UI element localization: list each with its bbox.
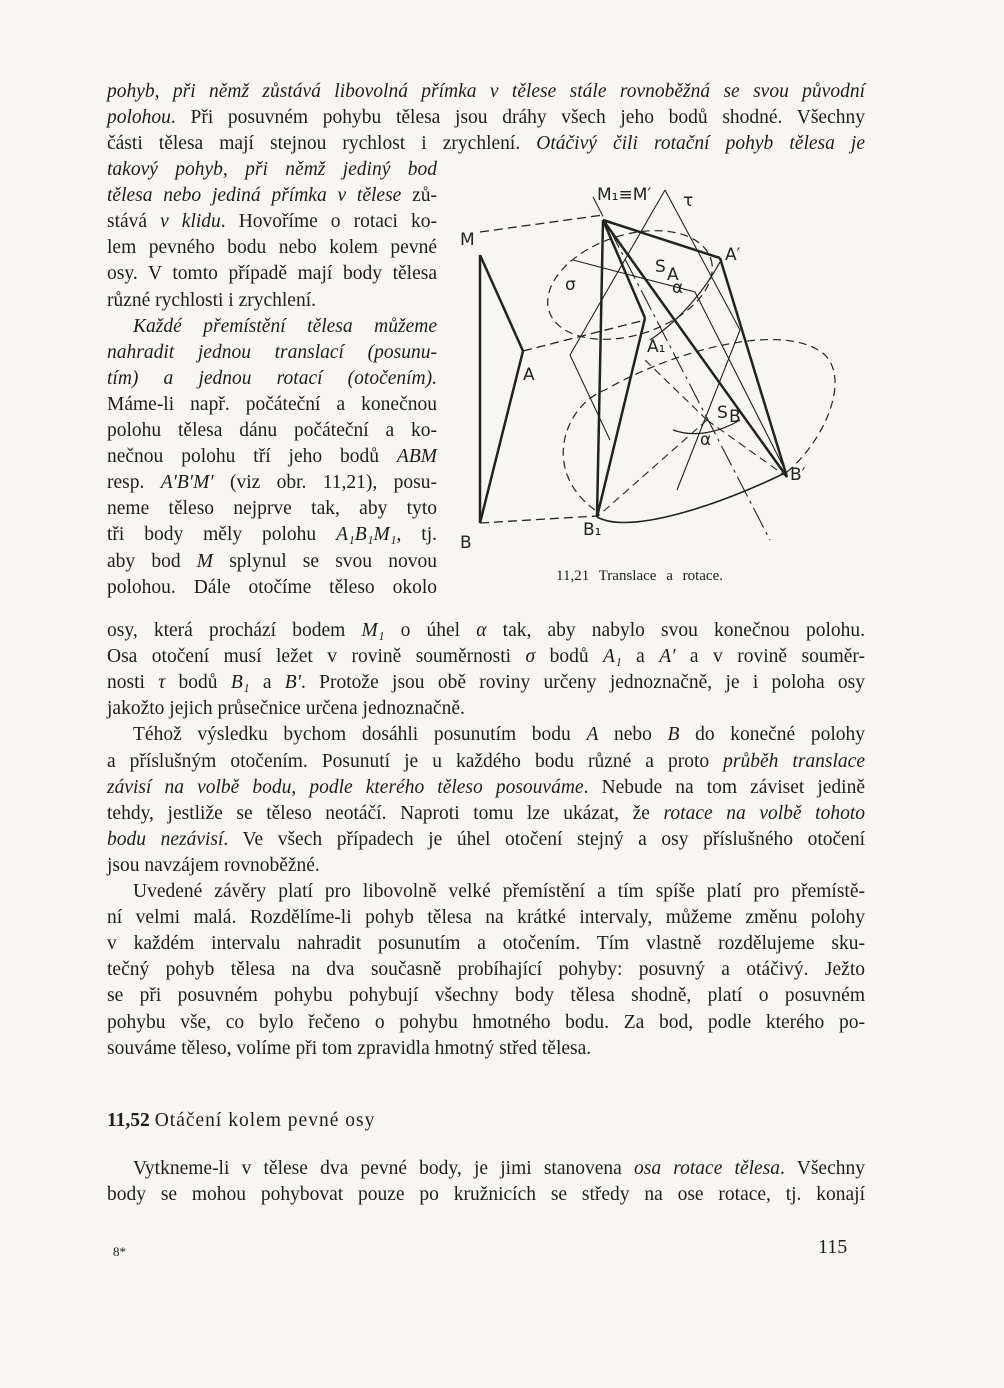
text-line — [107, 827, 865, 852]
text-span: a v rovině souměr- — [675, 646, 866, 668]
label-Aprime: A′ — [725, 245, 741, 265]
text-span: osy, která prochází bodem — [107, 620, 362, 641]
label-SA-sub: A — [667, 265, 679, 285]
edge-Aprime-Bprime — [720, 258, 787, 477]
text-span: Téhož výsledku bychom dosáhli posunutím bodu — [133, 724, 587, 746]
italic-span: α — [476, 620, 487, 641]
text-span: Vytkneme-li v tělese dva pevné body, je jimi stanovena — [133, 1158, 634, 1179]
text-line — [107, 983, 865, 1008]
text-line — [107, 209, 437, 234]
text-line — [107, 79, 865, 104]
arc-B — [597, 472, 787, 522]
text-span: a příslušným otočením. Posunutí je u každého bodu různé a proto — [107, 750, 724, 772]
page-number: 115 — [818, 1236, 848, 1258]
figure-caption: 11,21 Translace a rotace. — [556, 568, 723, 584]
text-span: pohybu vše, co bylo řečeno o pohybu hmotného bodu. Za bod, podle kterého po- — [107, 1011, 865, 1033]
text-line — [107, 801, 865, 826]
italic-span: Každé přemístění tělesa můžeme — [133, 315, 437, 337]
text-span: nebo — [598, 724, 668, 746]
section-number: 11,52 — [107, 1110, 150, 1131]
italic-span: průběh translace — [723, 750, 865, 772]
italic-span: ABM — [396, 446, 437, 468]
text-line — [107, 522, 437, 547]
text-span: souváme těleso, volíme při tom zpravidla hmotný střed tělesa. — [107, 1037, 592, 1059]
text-line — [107, 261, 437, 286]
edge-A-B — [480, 351, 523, 523]
label-M: M — [460, 230, 475, 250]
text-line — [107, 931, 865, 956]
text-line — [107, 1182, 865, 1207]
text-line — [107, 575, 437, 600]
label-B: B — [460, 533, 472, 553]
text-line — [107, 444, 437, 469]
italic-span: bodu nezávisí — [107, 828, 224, 850]
text-line — [107, 392, 437, 417]
italic-span: τ — [158, 672, 166, 694]
text-span: nečnou polohu tří jeho bodů — [107, 446, 397, 468]
text-span: aby bod — [107, 550, 197, 572]
label-tau: τ — [683, 191, 694, 211]
text-span: , tj. — [396, 524, 437, 546]
axis-line — [593, 197, 770, 540]
text-line — [107, 470, 437, 495]
italic-span: tím) a jednou rotací (otočením). — [107, 367, 437, 389]
italic-span: M₁ — [361, 620, 385, 641]
text-span: bodů — [535, 646, 604, 668]
text-line — [107, 853, 865, 878]
edge-M1-B1 — [597, 220, 603, 517]
label-Bprime: B′ — [790, 465, 806, 485]
italic-span: A — [586, 724, 599, 746]
text-line — [107, 696, 865, 721]
section-title: Otáčení kolem pevné osy — [154, 1110, 376, 1131]
italic-span: M — [196, 550, 214, 572]
text-line — [107, 905, 865, 930]
plane-tau — [570, 190, 665, 440]
text-span: Máme-li např. počáteční a konečnou — [107, 393, 437, 415]
italic-span: A′ — [659, 646, 676, 668]
italic-span: v klidu — [160, 211, 221, 233]
edge-M-A — [480, 255, 523, 351]
text-span: tak, aby nabylo svou konečnou polohu. — [486, 620, 865, 641]
italic-span: závisí na volbě bodu, podle kterého těleso posouváme — [107, 776, 584, 798]
text-span: a — [249, 672, 285, 694]
figure-translation-rotation — [455, 170, 855, 570]
text-span: nosti — [107, 672, 159, 694]
text-span: osy. V tomto případě mají body tělesa — [107, 263, 437, 285]
label-B1: B₁ — [583, 520, 602, 540]
text-line — [107, 131, 865, 156]
text-span: stává — [107, 211, 161, 233]
text-span: . Protože jsou obě roviny určeny jednoznačně, je i poloha osy — [300, 672, 866, 694]
text-line — [107, 157, 437, 182]
text-line — [107, 105, 865, 130]
italic-span: nahradit jednou translací (posunu- — [107, 341, 437, 363]
text-span: a — [621, 646, 660, 668]
text-span: (viz obr. 11,21), posu- — [213, 472, 437, 494]
text-line — [107, 775, 865, 800]
italic-span: B — [667, 724, 680, 746]
label-SB: S — [717, 403, 728, 423]
italic-span: osa rotace tělesa — [634, 1158, 781, 1179]
text-line — [107, 340, 437, 365]
text-span: Uvedené závěry platí pro libovolně velké přemístění a tím spíše platí pro přemístě- — [133, 881, 865, 902]
text-span: ní velmi malá. Rozdělíme-li pohyb tělesa na krátké intervaly, můžeme změnu polohy — [107, 907, 865, 929]
text-span: . Všechny — [780, 1158, 865, 1179]
text-span: do konečné polohy — [679, 724, 866, 746]
label-alpha-bottom: α — [700, 430, 712, 450]
signature-mark: 8* — [113, 1244, 126, 1259]
section-heading — [107, 1110, 375, 1132]
label-A: A — [523, 365, 535, 385]
text-span: různé rychlosti i zrychlení. — [107, 289, 317, 311]
text-span: bodů — [165, 672, 231, 694]
text-line — [107, 618, 865, 643]
edge-M1-Aprime — [603, 220, 720, 258]
italic-span: tělesa nebo jediná přímka v tělese — [107, 185, 402, 207]
text-line — [107, 879, 865, 904]
text-line — [107, 288, 437, 313]
text-span: neme těleso nejprve tak, aby tyto — [107, 498, 437, 520]
text-span: . Nebude na tom záviset jedině — [583, 776, 866, 798]
italic-span: rotace na volbě tohoto — [663, 802, 865, 824]
text-line — [107, 1156, 865, 1181]
text-line — [107, 1036, 865, 1061]
italic-span: pohyb, při němž zůstává libovolná přímka v tělese stále rovnoběžná se svou původní — [107, 81, 865, 102]
text-line — [107, 749, 865, 774]
italic-span: Otáčivý čili rotační pohyb tělesa je — [536, 133, 865, 155]
text-span: polohu tělesa dánu počáteční a ko- — [107, 420, 437, 441]
italic-span: takový pohyb, při němž jediný bod — [107, 159, 437, 180]
text-line — [107, 1010, 865, 1035]
text-line — [107, 722, 865, 747]
text-span: zů- — [401, 185, 437, 207]
text-span: tečný pohyb tělesa na dva současně probíhající pohyby: posuvný a otáčivý. Ježto — [107, 959, 865, 981]
text-span: tehdy, jestliže se těleso neotáčí. Naproti tomu lze ukázat, že — [107, 802, 664, 824]
text-span: . Při posuvném pohybu tělesa jsou dráhy všech jeho bodů shodné. Všechny — [170, 107, 865, 129]
text-span: Osa otočení musí ležet v rovině souměrnosti — [107, 646, 526, 668]
text-line — [107, 957, 865, 982]
translation-B — [480, 516, 597, 523]
text-line — [107, 366, 437, 391]
label-SB-sub: B — [729, 407, 741, 427]
italic-span: A₁ — [603, 646, 622, 668]
italic-span: polohou — [107, 107, 171, 129]
label-alpha-top: α — [672, 278, 684, 298]
text-span: . Hovoříme o rotaci ko- — [220, 211, 437, 233]
text-line — [107, 183, 437, 208]
text-line — [107, 418, 437, 443]
text-line — [107, 496, 437, 521]
text-span: polohou. Dále otočíme těleso okolo — [107, 576, 437, 598]
text-span: . Ve všech případech je úhel otočení stejný a osy příslušného otočení — [223, 828, 865, 850]
label-A1: A₁ — [647, 337, 666, 357]
italic-span: A′B′M′ — [160, 472, 214, 494]
text-span: části tělesa mají stejnou rychlost i zrychlení. — [107, 133, 537, 155]
text-line — [107, 314, 437, 339]
text-span: v každém intervalu nahradit posunutím a otočením. Tím vlastně rozdělujeme sku- — [107, 933, 865, 955]
label-M1: M₁≡M′ — [597, 185, 652, 205]
italic-span: B′ — [284, 672, 301, 694]
italic-span: σ — [525, 646, 536, 668]
text-span: jsou navzájem rovnoběžné. — [107, 854, 320, 876]
text-line — [107, 644, 865, 669]
text-line — [107, 549, 437, 574]
italic-span: B₁ — [230, 672, 250, 694]
text-span: body se mohou pohybovat pouze po kružnicích se středy na ose rotace, tj. konají — [107, 1184, 865, 1206]
edge-A1-B1 — [597, 318, 645, 517]
label-sigma: σ — [565, 275, 576, 295]
text-span: jakožto jejich průsečnice určena jednoznačně. — [107, 698, 465, 720]
text-span: splynul se svou novou — [213, 550, 437, 572]
text-line — [107, 235, 437, 260]
text-span: se při posuvném pohybu pohybují všechny body tělesa shodně, platí o posuvném — [107, 985, 865, 1007]
edge-M1-Bprime — [603, 220, 787, 477]
translation-A — [523, 320, 645, 351]
text-line — [107, 670, 865, 695]
translation-M — [480, 215, 603, 232]
text-span: lem pevného bodu nebo kolem pevné — [107, 237, 437, 259]
text-span: tři body měly polohu — [107, 524, 337, 546]
italic-span: A₁B₁M₁ — [336, 524, 397, 546]
text-span: resp. — [107, 472, 161, 494]
text-span: o úhel — [384, 620, 477, 641]
label-SA: S — [655, 257, 666, 277]
